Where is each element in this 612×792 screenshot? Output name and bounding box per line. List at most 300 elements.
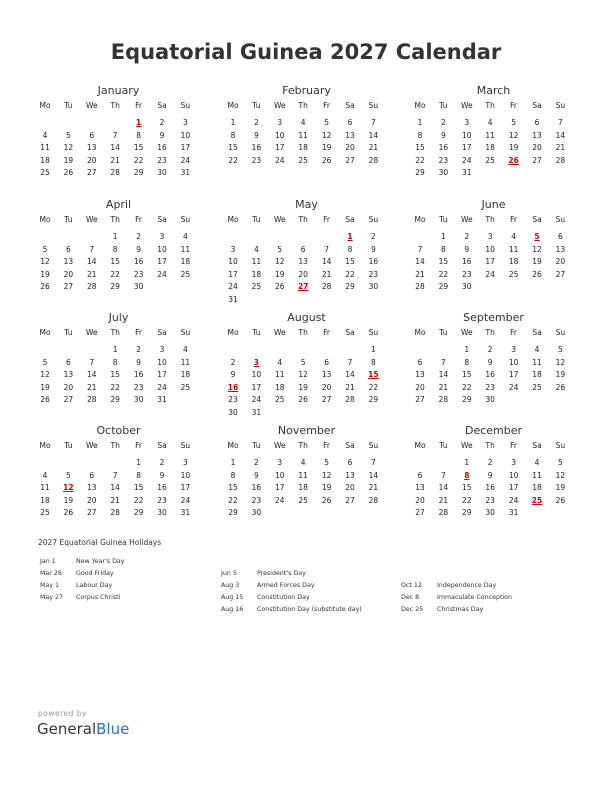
day-cell: 5 (511, 118, 516, 127)
day-cell: 3 (511, 345, 516, 354)
day-cell: 27 (345, 495, 355, 505)
day-cell: 2 (254, 458, 259, 467)
day-cell: 23 (133, 269, 144, 279)
weekday-header: Mo (414, 101, 426, 110)
day-cell: 10 (275, 470, 285, 480)
day-cell: 18 (485, 143, 495, 153)
day-cell: 5 (42, 357, 48, 367)
day-cell: 5 (558, 458, 563, 467)
day-cell: 8 (464, 357, 470, 367)
weekday-header: Su (368, 215, 379, 224)
day-cell: 7 (89, 357, 95, 367)
weekday-header: Tu (439, 101, 448, 110)
day-cell: 7 (371, 458, 376, 467)
day-cell: 5 (324, 458, 329, 467)
day-cell: 18 (532, 483, 542, 493)
day-cell: 22 (133, 155, 144, 165)
day-cell: 29 (462, 508, 472, 518)
day-cell: 11 (275, 370, 285, 380)
day-cell: 4 (487, 118, 493, 127)
day-cell: 17 (508, 483, 519, 493)
month-name: March (476, 84, 511, 97)
day-cell: 27 (87, 168, 97, 178)
day-cell: 24 (180, 495, 191, 505)
day-cell: 20 (345, 483, 355, 493)
day-cell: 16 (438, 143, 449, 153)
day-cell: 31 (180, 168, 191, 178)
day-cell: 22 (228, 155, 238, 165)
day-cell: 25 (532, 382, 542, 392)
weekday-header: Mo (227, 441, 239, 450)
day-cell: 3 (277, 458, 283, 467)
weekday-header: Sa (532, 328, 542, 337)
day-cell: 16 (133, 370, 144, 380)
day-cell: 20 (63, 269, 74, 279)
day-cell: 10 (157, 244, 167, 254)
day-cell: 21 (438, 382, 449, 392)
day-cell: 8 (347, 244, 353, 254)
day-cell: 12 (40, 257, 50, 267)
day-cell: 17 (462, 143, 472, 153)
weekday-header: Fr (135, 328, 143, 337)
day-cell: 27 (415, 395, 425, 405)
weekday-header: Tu (64, 328, 73, 337)
day-cell: 16 (251, 483, 262, 493)
day-cell: 28 (110, 508, 120, 518)
day-cell: 19 (321, 143, 332, 153)
weekday-header: Tu (252, 215, 261, 224)
day-cell: 16 (157, 483, 167, 493)
day-cell: 13 (415, 483, 425, 493)
weekday-header: Mo (227, 215, 239, 224)
day-cell: 18 (251, 269, 262, 279)
weekday-header: Fr (323, 441, 331, 450)
day-cell: 12 (508, 130, 519, 140)
day-cell: 8 (112, 244, 118, 254)
day-cell: 14 (438, 370, 449, 380)
weekday-header: Th (110, 215, 120, 224)
day-cell: 22 (462, 382, 472, 392)
weekday-header: Su (180, 328, 191, 337)
weekday-header: Fr (323, 101, 331, 110)
day-cell: 7 (441, 470, 446, 480)
day-cell: 17 (485, 257, 495, 267)
day-cell: 1 (112, 232, 118, 241)
day-cell: 9 (136, 357, 141, 367)
day-cell: 11 (298, 130, 308, 140)
holiday-day-cell: 27 (297, 282, 309, 292)
day-cell: 16 (251, 143, 262, 153)
holiday-date: Dec 8 (401, 594, 420, 601)
day-cell: 6 (558, 232, 563, 241)
weekday-header: Fr (510, 441, 518, 450)
day-cell: 2 (159, 118, 165, 127)
weekday-header: We (461, 101, 473, 110)
weekday-header: Sa (345, 441, 355, 450)
day-cell: 27 (87, 508, 97, 518)
holiday-day-cell: 3 (253, 357, 259, 367)
day-cell: 13 (87, 143, 97, 153)
holiday-name: Independence Day (437, 582, 497, 589)
day-cell: 7 (558, 118, 563, 127)
weekday-header: Tu (252, 441, 261, 450)
day-cell: 5 (324, 118, 329, 127)
day-cell: 24 (180, 155, 191, 165)
day-cell: 12 (555, 357, 566, 367)
day-cell: 17 (157, 370, 167, 380)
day-cell: 14 (438, 483, 449, 493)
weekday-header: Su (368, 101, 379, 110)
day-cell: 30 (133, 395, 144, 405)
day-cell: 11 (40, 143, 50, 153)
day-cell: 15 (462, 483, 472, 493)
brand-name-general: General (37, 720, 97, 738)
day-cell: 23 (462, 269, 472, 279)
day-cell: 3 (159, 345, 165, 354)
weekday-header: Sa (345, 328, 355, 337)
weekday-header: We (461, 441, 473, 450)
month-name: January (97, 84, 140, 97)
weekday-header: Tu (439, 328, 448, 337)
weekday-header: Sa (345, 101, 355, 110)
day-cell: 16 (485, 370, 495, 380)
day-cell: 13 (345, 470, 355, 480)
day-cell: 10 (180, 470, 191, 480)
weekday-header: Th (298, 215, 308, 224)
day-cell: 11 (40, 483, 50, 493)
day-cell: 10 (508, 470, 519, 480)
day-cell: 24 (157, 382, 167, 392)
day-cell: 29 (228, 508, 238, 518)
weekday-header: Tu (64, 441, 73, 450)
day-cell: 20 (321, 382, 332, 392)
day-cell: 13 (63, 370, 74, 380)
weekday-header: Mo (414, 441, 426, 450)
day-cell: 21 (368, 483, 379, 493)
day-cell: 12 (63, 143, 74, 153)
day-cell: 5 (66, 130, 71, 140)
day-cell: 1 (464, 458, 470, 467)
day-cell: 10 (228, 257, 238, 267)
day-cell: 1 (112, 345, 118, 354)
holiday-day-cell: 16 (227, 382, 239, 392)
day-cell: 2 (487, 345, 493, 354)
day-cell: 25 (275, 395, 285, 405)
day-cell: 24 (251, 395, 262, 405)
day-cell: 4 (300, 118, 306, 127)
day-cell: 2 (159, 458, 165, 467)
day-cell: 23 (485, 495, 495, 505)
day-cell: 15 (345, 257, 355, 267)
brand-name-blue: Blue (96, 720, 130, 738)
day-cell: 22 (110, 382, 120, 392)
holiday-date: May 27 (40, 594, 64, 601)
day-cell: 10 (251, 370, 262, 380)
holiday-name: President's Day (257, 570, 306, 577)
weekday-header: Fr (135, 215, 143, 224)
day-cell: 16 (485, 483, 495, 493)
holiday-name: Constitution Day (257, 594, 310, 601)
day-cell: 9 (230, 370, 236, 380)
day-cell: 20 (298, 269, 308, 279)
day-cell: 22 (110, 269, 120, 279)
day-cell: 25 (180, 269, 191, 279)
day-cell: 9 (441, 130, 446, 140)
day-cell: 8 (136, 130, 141, 140)
holidays-heading: 2027 Equatorial Guinea Holidays (38, 538, 162, 547)
day-cell: 18 (298, 143, 308, 153)
day-cell: 7 (324, 244, 329, 254)
day-cell: 25 (485, 155, 495, 165)
day-cell: 21 (87, 269, 97, 279)
day-cell: 31 (157, 395, 167, 405)
weekday-header: We (274, 328, 286, 337)
weekday-header: Su (555, 101, 566, 110)
day-cell: 2 (230, 357, 236, 367)
day-cell: 13 (298, 257, 308, 267)
day-cell: 13 (345, 130, 355, 140)
day-cell: 28 (87, 395, 97, 405)
day-cell: 21 (555, 143, 566, 153)
day-cell: 5 (300, 357, 306, 367)
day-cell: 4 (277, 357, 283, 367)
day-cell: 18 (298, 483, 308, 493)
weekday-header: Sa (532, 101, 542, 110)
day-cell: 14 (110, 143, 120, 153)
day-cell: 28 (321, 282, 332, 292)
day-cell: 13 (415, 370, 425, 380)
month-name: October (96, 424, 141, 437)
day-cell: 29 (415, 168, 425, 178)
day-cell: 30 (251, 508, 262, 518)
day-cell: 19 (275, 269, 285, 279)
day-cell: 1 (230, 458, 236, 467)
day-cell: 27 (345, 155, 355, 165)
day-cell: 15 (462, 370, 472, 380)
day-cell: 23 (157, 155, 167, 165)
day-cell: 31 (508, 508, 519, 518)
weekday-header: Sa (532, 441, 542, 450)
day-cell: 17 (180, 483, 191, 493)
brand-logo[interactable] (37, 720, 129, 738)
day-cell: 16 (133, 257, 144, 267)
day-cell: 3 (464, 118, 470, 127)
day-cell: 30 (485, 395, 495, 405)
weekday-header: Tu (252, 328, 261, 337)
day-cell: 3 (183, 118, 188, 127)
powered-by-label: powered by (38, 709, 87, 718)
weekday-header: We (86, 101, 98, 110)
day-cell: 23 (157, 495, 167, 505)
day-cell: 13 (555, 244, 566, 254)
day-cell: 22 (133, 495, 144, 505)
day-cell: 26 (63, 168, 74, 178)
weekday-header: Su (180, 215, 191, 224)
day-cell: 7 (112, 130, 118, 140)
day-cell: 1 (371, 345, 376, 354)
day-cell: 7 (89, 244, 95, 254)
day-cell: 12 (321, 470, 332, 480)
month-name: May (295, 198, 318, 211)
holiday-date: Jan 1 (40, 558, 56, 565)
weekday-header: Fr (510, 215, 518, 224)
weekday-header: Th (485, 101, 495, 110)
day-cell: 19 (555, 370, 566, 380)
day-cell: 4 (183, 232, 188, 241)
day-cell: 11 (532, 357, 542, 367)
day-cell: 19 (63, 495, 74, 505)
day-cell: 27 (321, 395, 332, 405)
day-cell: 9 (254, 130, 259, 140)
day-cell: 20 (555, 257, 566, 267)
day-cell: 8 (136, 470, 141, 480)
day-cell: 3 (183, 458, 188, 467)
day-cell: 1 (230, 118, 236, 127)
weekday-header: Sa (157, 101, 167, 110)
month-name: August (287, 311, 326, 324)
holiday-day-cell: 26 (508, 155, 519, 165)
day-cell: 20 (87, 155, 97, 165)
day-cell: 14 (87, 257, 97, 267)
weekday-header: Su (555, 441, 566, 450)
day-cell: 29 (345, 282, 355, 292)
day-cell: 20 (63, 382, 74, 392)
day-cell: 28 (368, 155, 379, 165)
calendar-title: Equatorial Guinea 2027 Calendar (110, 40, 502, 64)
day-cell: 26 (321, 155, 332, 165)
day-cell: 13 (321, 370, 332, 380)
holiday-name: Armed Forces Day (257, 582, 315, 589)
day-cell: 2 (136, 232, 141, 241)
weekday-header: Su (368, 441, 379, 450)
day-cell: 11 (485, 130, 495, 140)
day-cell: 5 (277, 244, 283, 254)
day-cell: 6 (417, 357, 423, 367)
day-cell: 10 (462, 130, 472, 140)
day-cell: 29 (133, 508, 144, 518)
day-cell: 12 (321, 130, 332, 140)
day-cell: 24 (275, 155, 285, 165)
day-cell: 22 (345, 269, 355, 279)
day-cell: 31 (180, 508, 191, 518)
day-cell: 13 (87, 483, 97, 493)
weekday-header: Fr (323, 215, 331, 224)
day-cell: 20 (415, 382, 425, 392)
day-cell: 3 (230, 244, 236, 254)
day-cell: 4 (300, 458, 306, 467)
month-name: February (282, 84, 331, 97)
day-cell: 28 (110, 168, 120, 178)
day-cell: 28 (368, 495, 379, 505)
day-cell: 12 (555, 470, 566, 480)
day-cell: 30 (157, 168, 167, 178)
day-cell: 12 (40, 370, 50, 380)
day-cell: 10 (485, 244, 495, 254)
day-cell: 6 (300, 244, 306, 254)
day-cell: 2 (487, 458, 493, 467)
day-cell: 26 (555, 495, 566, 505)
day-cell: 19 (321, 483, 332, 493)
day-cell: 4 (183, 345, 188, 354)
day-cell: 15 (228, 483, 238, 493)
day-cell: 28 (438, 395, 449, 405)
day-cell: 14 (345, 370, 355, 380)
day-cell: 24 (508, 382, 519, 392)
holiday-date: Aug 15 (221, 594, 244, 601)
weekday-header: Th (298, 328, 308, 337)
day-cell: 3 (277, 118, 283, 127)
day-cell: 31 (462, 168, 472, 178)
day-cell: 17 (508, 370, 519, 380)
day-cell: 6 (347, 118, 353, 127)
day-cell: 23 (438, 155, 449, 165)
day-cell: 17 (275, 143, 285, 153)
holiday-date: Jun 5 (221, 570, 237, 577)
day-cell: 2 (136, 345, 141, 354)
day-cell: 13 (532, 130, 542, 140)
weekday-header: We (274, 101, 286, 110)
day-cell: 17 (251, 382, 262, 392)
day-cell: 27 (555, 269, 566, 279)
holiday-name: Corpus Christi (76, 594, 121, 601)
day-cell: 20 (532, 143, 542, 153)
weekday-header: Su (555, 215, 566, 224)
weekday-header: Mo (39, 215, 51, 224)
weekday-header: Mo (39, 328, 51, 337)
day-cell: 24 (275, 495, 285, 505)
day-cell: 25 (298, 155, 308, 165)
day-cell: 9 (487, 470, 493, 480)
day-cell: 13 (63, 257, 74, 267)
day-cell: 24 (508, 495, 519, 505)
day-cell: 4 (42, 130, 48, 140)
day-cell: 26 (321, 495, 332, 505)
day-cell: 14 (415, 257, 425, 267)
day-cell: 26 (40, 395, 50, 405)
weekday-header: We (274, 441, 286, 450)
weekday-header: Mo (39, 441, 51, 450)
day-cell: 26 (63, 508, 74, 518)
day-cell: 9 (254, 470, 259, 480)
day-cell: 25 (40, 168, 50, 178)
day-cell: 29 (462, 395, 472, 405)
weekday-header: Mo (227, 101, 239, 110)
day-cell: 29 (133, 168, 144, 178)
weekday-header: Tu (439, 441, 448, 450)
day-cell: 23 (485, 382, 495, 392)
day-cell: 11 (298, 470, 308, 480)
day-cell: 7 (417, 244, 423, 254)
day-cell: 2 (464, 232, 470, 241)
weekday-header: We (274, 215, 286, 224)
day-cell: 8 (230, 470, 236, 480)
holiday-name: Good Friday (76, 570, 114, 577)
day-cell: 14 (368, 130, 379, 140)
weekday-header: Th (485, 215, 495, 224)
day-cell: 10 (157, 357, 167, 367)
day-cell: 15 (415, 143, 425, 153)
day-cell: 23 (251, 495, 262, 505)
day-cell: 24 (157, 269, 167, 279)
day-cell: 4 (534, 345, 540, 354)
weekday-header: Mo (39, 101, 51, 110)
day-cell: 28 (555, 155, 566, 165)
day-cell: 8 (371, 357, 376, 367)
weekday-header: Th (110, 441, 120, 450)
day-cell: 21 (415, 269, 425, 279)
day-cell: 6 (66, 357, 71, 367)
day-cell: 11 (251, 257, 262, 267)
